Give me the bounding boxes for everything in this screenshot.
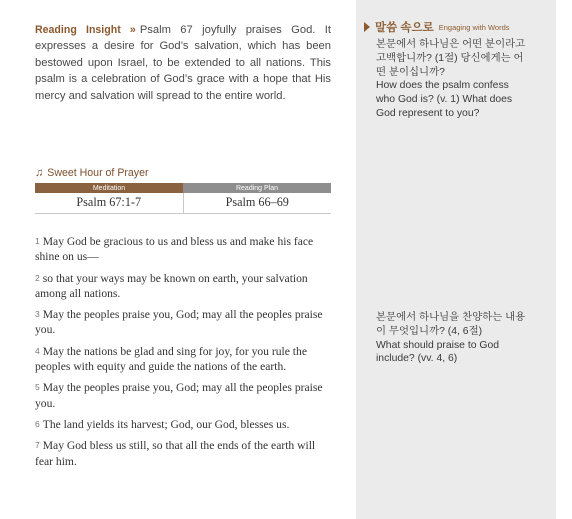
question-1-korean: 본문에서 하나님은 어떤 분이라고 고백합니까? (1절) 당신에게는 어떤 분이십니까? xyxy=(376,39,526,78)
verse-number: 3 xyxy=(35,309,40,320)
verse-number: 5 xyxy=(35,382,40,393)
question-2-korean: 본문에서 하나님을 찬양하는 내용이 무엇입니까? (4, 6절) xyxy=(376,312,526,337)
sweet-hour-title: Sweet Hour of Prayer xyxy=(47,167,149,179)
sweet-hour-of-prayer xyxy=(35,167,331,214)
verse-text: May God be gracious to us and bless us and make his face shine on us— xyxy=(35,235,314,264)
reading-plan-value: Psalm 66–69 xyxy=(183,193,331,214)
verse-number: 4 xyxy=(35,345,40,356)
verse xyxy=(35,234,331,265)
music-note-icon: ♫ xyxy=(35,167,44,179)
scripture-passage xyxy=(35,234,331,475)
question-2-english: What should praise to God include? (vv. 4, 6) xyxy=(376,339,500,365)
verse-number: 2 xyxy=(35,272,40,283)
reading-plan-table xyxy=(35,183,331,214)
verse-number: 7 xyxy=(35,440,40,451)
verse xyxy=(35,417,331,432)
verse xyxy=(35,380,331,411)
verse xyxy=(35,307,331,338)
sidebar-heading xyxy=(364,19,509,35)
insight-label: Reading Insight » xyxy=(35,24,136,36)
verse xyxy=(35,344,331,375)
verse-text: May the peoples praise you, God; may all the peoples praise you. xyxy=(35,308,323,337)
verse-text: May the nations be glad and sing for joy, for you rule the peoples with equity and guide the nations of the earth. xyxy=(35,344,307,374)
verse-text: May God bless us still, so that all the ends of the earth will fear him. xyxy=(35,439,316,468)
verse-number: 6 xyxy=(35,418,40,429)
verse xyxy=(35,271,331,302)
question-1-english: How does the psalm confess who God is? (v. 1) What does God represent to you? xyxy=(376,80,513,119)
verse-number: 1 xyxy=(35,236,40,246)
question-2 xyxy=(376,311,526,366)
insight-paragraph xyxy=(35,22,331,104)
meditation-header: Meditation xyxy=(35,183,183,193)
triangle-marker-icon xyxy=(364,22,370,32)
sweet-hour-heading xyxy=(35,167,331,179)
reading-plan-header: Reading Plan xyxy=(183,183,331,193)
verse xyxy=(35,438,331,469)
sidebar-subtitle: Engaging with Words xyxy=(438,22,510,32)
meditation-value: Psalm 67:1-7 xyxy=(35,193,183,214)
verse-text: The land yields its harvest; God, our God, blesses us. xyxy=(42,417,290,431)
reading-insight xyxy=(35,22,331,104)
sidebar-title: 말씀 속으로 xyxy=(375,22,434,34)
verse-text: so that your ways may be known on earth, your salvation among all nations. xyxy=(35,271,308,300)
engaging-with-words-sidebar xyxy=(356,0,556,519)
verse-text: May the peoples praise you, God; may all the peoples praise you. xyxy=(35,381,323,410)
insight-text: Psalm 67 joyfully praises God. It expresses a desire for God’s salvation, which has been bestowed upon Israel, to be extended to all nations. This psalm is a celebration of God’s grace with a hope that His mercy and salvation will spread to the entire world. xyxy=(35,24,331,102)
question-1 xyxy=(376,38,526,121)
